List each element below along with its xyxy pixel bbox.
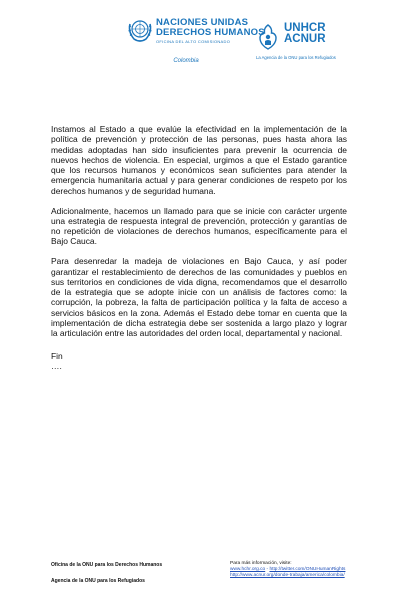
un-logo-line1: NACIONES UNIDAS: [156, 17, 249, 28]
document-body: [51, 124, 347, 371]
un-logo-text: [156, 18, 265, 45]
un-human-rights-logo: [126, 14, 265, 70]
unhcr-logo-line2: ACNUR: [284, 33, 326, 45]
footer-org-2: Agencia de la ONU para los Refugiados: [51, 578, 145, 584]
unhcr-logo-name: [284, 23, 326, 45]
body-paragraph-1: Instamos al Estado a que evalúe la efectividad en la implementación de la política de prevención y protección de las personas, pues hasta ahora las medidas adoptadas han sido insuficientes para prevenir la ocurrencia de nuevos hechos de violencia. En especial, urgimos a que el Estado garantice que los recursos humanos y económicos sean suficientes para atender la emergencia humanitaria actual y para generar condiciones de respeto por los derechos humanos y de seguridad humana.: [51, 124, 347, 196]
unhcr-logo: [256, 22, 376, 68]
link-separator: -: [265, 567, 270, 572]
body-paragraph-3: Para desenredar la madeja de violaciones en Bajo Cauca, y así poder garantizar el restablecimiento de derechos de las comunidades y pueblos en sus territorios en condiciones de vida digna, recomendamos que el desarrollo de la estrategia que se adopte inicie con un análisis de factores como: la corrupción, la pobreza, la falta de participación política y la falta de acceso a servicios básicos en la zona. Además el Estado debe tomar en cuenta que la implementación de dicha estrategia debe ser sostenida a largo plazo y lograr la articulación entre las autoridades del orden local, departamental y nacional.: [51, 256, 347, 339]
footer-organizations: [51, 562, 162, 584]
link-hchr[interactable]: www.hchr.org.co: [230, 567, 266, 572]
footer-info-intro: Para más información, visite:: [230, 561, 292, 566]
footer-links-row-2: [230, 573, 345, 579]
un-emblem-icon: [126, 16, 154, 44]
link-twitter[interactable]: http://twitter.com/ONUHumanRights: [269, 567, 346, 572]
unhcr-logo-tagline: La Agencia de la ONU para los Refugiados: [256, 55, 336, 60]
un-logo-line2: DERECHOS HUMANOS: [156, 27, 265, 38]
un-logo-line3: OFICINA DEL ALTO COMISIONADO: [156, 39, 231, 44]
body-paragraph-2: Adicionalmente, hacemos un llamado para que se inicie con carácter urgente una estrategia de respuesta integral de prevención, protección y garantías de no repetición de violaciones de derechos humanos, específicamente para el Bajo Cauca.: [51, 205, 347, 247]
unhcr-emblem-icon: [256, 22, 280, 52]
footer-links: [230, 561, 345, 579]
un-logo-country: Colombia: [173, 58, 199, 64]
closing-text: Fin: [51, 350, 63, 361]
link-acnur[interactable]: http://www.acnur.org/donde-trabaja/america/colombia/: [230, 573, 345, 578]
unhcr-logo-line1: UNHCR: [284, 22, 326, 34]
closing-ellipsis: ….: [51, 360, 62, 371]
footer-org-1: Oficina de la ONU para los Derechos Humanos: [51, 562, 163, 568]
